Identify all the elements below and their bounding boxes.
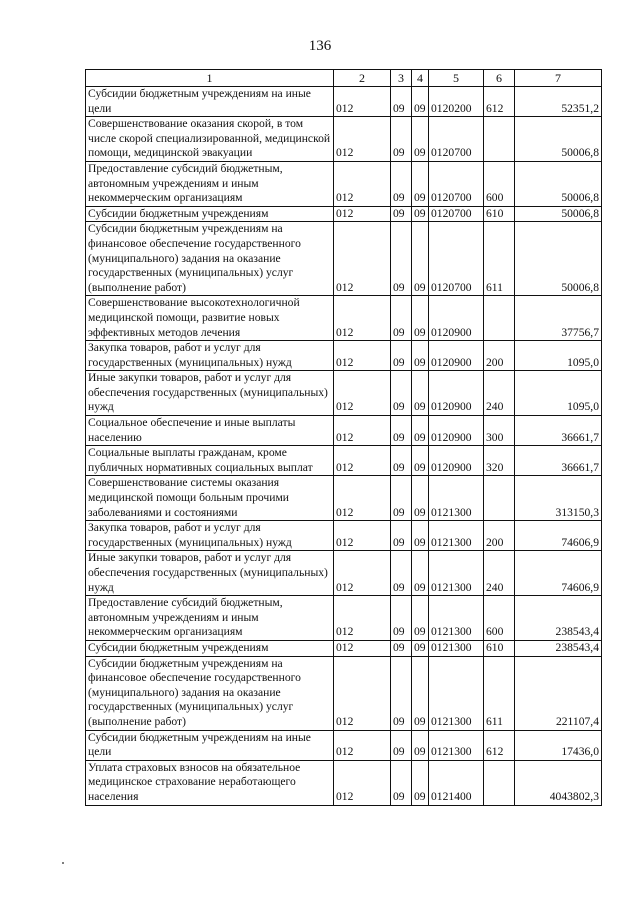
expense-type-cell: 600 (484, 596, 515, 641)
target-item-cell: 0120700 (429, 117, 484, 162)
subsection-code-cell: 09 (412, 640, 429, 656)
expense-type-cell: 610 (484, 206, 515, 222)
row-name-cell: Закупка товаров, работ и услуг для государственных (муниципальных) нужд (86, 341, 334, 371)
table-row (86, 222, 602, 296)
table-row (86, 596, 602, 641)
subsection-code-cell: 09 (412, 87, 429, 117)
table-row (86, 87, 602, 117)
amount-cell: 17436,0 (515, 730, 602, 760)
target-item-cell: 0120700 (429, 206, 484, 222)
budget-table-body (86, 70, 602, 806)
amount-cell: 74606,9 (515, 521, 602, 551)
expense-type-cell: 240 (484, 371, 515, 416)
subsection-code-cell: 09 (412, 416, 429, 446)
page-number: 136 (308, 38, 332, 54)
row-name-cell: Совершенствование высокотехнологичной медицинской помощи, развитие новых эффективных методов лечения (86, 296, 334, 341)
column-header: 1 (86, 70, 334, 87)
subsection-code-cell: 09 (412, 117, 429, 162)
row-name-cell: Предоставление субсидий бюджетным, автономным учреждениям и иным некоммерческим организациям (86, 596, 334, 641)
admin-code-cell: 012 (334, 296, 391, 341)
subsection-code-cell: 09 (412, 161, 429, 206)
subsection-code-cell: 09 (412, 730, 429, 760)
section-code-cell: 09 (391, 760, 412, 805)
target-item-cell: 0121300 (429, 551, 484, 596)
admin-code-cell: 012 (334, 87, 391, 117)
section-code-cell: 09 (391, 371, 412, 416)
admin-code-cell: 012 (334, 476, 391, 521)
target-item-cell: 0120900 (429, 341, 484, 371)
amount-cell: 50006,8 (515, 161, 602, 206)
column-header: 7 (515, 70, 602, 87)
section-code-cell: 09 (391, 206, 412, 222)
table-row (86, 476, 602, 521)
expense-type-cell: 611 (484, 222, 515, 296)
table-header-row (86, 70, 602, 87)
subsection-code-cell: 09 (412, 222, 429, 296)
section-code-cell: 09 (391, 656, 412, 730)
table-row (86, 656, 602, 730)
target-item-cell: 0121300 (429, 730, 484, 760)
admin-code-cell: 012 (334, 117, 391, 162)
amount-cell: 4043802,3 (515, 760, 602, 805)
row-name-cell: Предоставление субсидий бюджетным, автономным учреждениям и иным некоммерческим организациям (86, 161, 334, 206)
expense-type-cell: 610 (484, 640, 515, 656)
amount-cell: 74606,9 (515, 551, 602, 596)
column-header: 4 (412, 70, 429, 87)
target-item-cell: 0120900 (429, 296, 484, 341)
target-item-cell: 0121300 (429, 476, 484, 521)
subsection-code-cell: 09 (412, 551, 429, 596)
row-name-cell: Социальное обеспечение и иные выплаты населению (86, 416, 334, 446)
subsection-code-cell: 09 (412, 476, 429, 521)
target-item-cell: 0120700 (429, 222, 484, 296)
row-name-cell: Уплата страховых взносов на обязательное медицинское страхование неработающего населения (86, 760, 334, 805)
section-code-cell: 09 (391, 446, 412, 476)
budget-table (85, 69, 602, 806)
expense-type-cell: 612 (484, 730, 515, 760)
admin-code-cell: 012 (334, 446, 391, 476)
section-code-cell: 09 (391, 730, 412, 760)
expense-type-cell (484, 296, 515, 341)
row-name-cell: Субсидии бюджетным учреждениям (86, 640, 334, 656)
admin-code-cell: 012 (334, 640, 391, 656)
admin-code-cell: 012 (334, 656, 391, 730)
amount-cell: 36661,7 (515, 446, 602, 476)
admin-code-cell: 012 (334, 730, 391, 760)
target-item-cell: 0121400 (429, 760, 484, 805)
amount-cell: 37756,7 (515, 296, 602, 341)
amount-cell: 238543,4 (515, 596, 602, 641)
admin-code-cell: 012 (334, 521, 391, 551)
subsection-code-cell: 09 (412, 521, 429, 551)
admin-code-cell: 012 (334, 596, 391, 641)
row-name-cell: Иные закупки товаров, работ и услуг для обеспечения государственных (муниципальных) нужд (86, 371, 334, 416)
amount-cell: 50006,8 (515, 117, 602, 162)
subsection-code-cell: 09 (412, 296, 429, 341)
subsection-code-cell: 09 (412, 341, 429, 371)
table-row (86, 521, 602, 551)
table-row (86, 640, 602, 656)
table-row (86, 161, 602, 206)
expense-type-cell (484, 117, 515, 162)
expense-type-cell: 320 (484, 446, 515, 476)
section-code-cell: 09 (391, 117, 412, 162)
section-code-cell: 09 (391, 596, 412, 641)
admin-code-cell: 012 (334, 222, 391, 296)
table-row (86, 730, 602, 760)
row-name-cell: Закупка товаров, работ и услуг для государственных (муниципальных) нужд (86, 521, 334, 551)
column-header: 3 (391, 70, 412, 87)
amount-cell: 221107,4 (515, 656, 602, 730)
expense-type-cell: 611 (484, 656, 515, 730)
section-code-cell: 09 (391, 416, 412, 446)
expense-type-cell: 200 (484, 521, 515, 551)
table-row (86, 371, 602, 416)
table-row (86, 296, 602, 341)
admin-code-cell: 012 (334, 551, 391, 596)
target-item-cell: 0121300 (429, 596, 484, 641)
admin-code-cell: 012 (334, 760, 391, 805)
section-code-cell: 09 (391, 222, 412, 296)
section-code-cell: 09 (391, 521, 412, 551)
table-row (86, 551, 602, 596)
row-name-cell: Субсидии бюджетным учреждениям на финансовое обеспечение государственного (муниципального) задания на оказание государственных (муниципальных) услуг (выполнение работ) (86, 656, 334, 730)
row-name-cell: Субсидии бюджетным учреждениям на иные цели (86, 730, 334, 760)
subsection-code-cell: 09 (412, 596, 429, 641)
section-code-cell: 09 (391, 341, 412, 371)
table-row (86, 341, 602, 371)
amount-cell: 50006,8 (515, 222, 602, 296)
target-item-cell: 0120700 (429, 161, 484, 206)
section-code-cell: 09 (391, 161, 412, 206)
subsection-code-cell: 09 (412, 760, 429, 805)
section-code-cell: 09 (391, 476, 412, 521)
column-header: 6 (484, 70, 515, 87)
scan-speck (62, 862, 64, 864)
amount-cell: 36661,7 (515, 416, 602, 446)
subsection-code-cell: 09 (412, 446, 429, 476)
target-item-cell: 0120900 (429, 371, 484, 416)
expense-type-cell (484, 476, 515, 521)
expense-type-cell: 200 (484, 341, 515, 371)
amount-cell: 50006,8 (515, 206, 602, 222)
admin-code-cell: 012 (334, 161, 391, 206)
subsection-code-cell: 09 (412, 206, 429, 222)
table-row (86, 206, 602, 222)
admin-code-cell: 012 (334, 371, 391, 416)
amount-cell: 1095,0 (515, 341, 602, 371)
column-header: 2 (334, 70, 391, 87)
subsection-code-cell: 09 (412, 371, 429, 416)
target-item-cell: 0121300 (429, 521, 484, 551)
target-item-cell: 0121300 (429, 640, 484, 656)
amount-cell: 313150,3 (515, 476, 602, 521)
admin-code-cell: 012 (334, 206, 391, 222)
row-name-cell: Иные закупки товаров, работ и услуг для обеспечения государственных (муниципальных) нужд (86, 551, 334, 596)
target-item-cell: 0120900 (429, 446, 484, 476)
row-name-cell: Субсидии бюджетным учреждениям (86, 206, 334, 222)
row-name-cell: Социальные выплаты гражданам, кроме публичных нормативных социальных выплат (86, 446, 334, 476)
amount-cell: 52351,2 (515, 87, 602, 117)
expense-type-cell (484, 760, 515, 805)
admin-code-cell: 012 (334, 416, 391, 446)
expense-type-cell: 240 (484, 551, 515, 596)
table-row (86, 760, 602, 805)
row-name-cell: Совершенствование оказания скорой, в том числе скорой специализированной, медицинской помощи, медицинской эвакуации (86, 117, 334, 162)
section-code-cell: 09 (391, 296, 412, 341)
expense-type-cell: 300 (484, 416, 515, 446)
amount-cell: 1095,0 (515, 371, 602, 416)
row-name-cell: Субсидии бюджетным учреждениям на иные цели (86, 87, 334, 117)
section-code-cell: 09 (391, 640, 412, 656)
table-row (86, 416, 602, 446)
subsection-code-cell: 09 (412, 656, 429, 730)
table-row (86, 446, 602, 476)
row-name-cell: Субсидии бюджетным учреждениям на финансовое обеспечение государственного (муниципального) задания на оказание государственных (муниципальных) услуг (выполнение работ) (86, 222, 334, 296)
admin-code-cell: 012 (334, 341, 391, 371)
expense-type-cell: 600 (484, 161, 515, 206)
section-code-cell: 09 (391, 551, 412, 596)
section-code-cell: 09 (391, 87, 412, 117)
target-item-cell: 0120900 (429, 416, 484, 446)
target-item-cell: 0120200 (429, 87, 484, 117)
column-header: 5 (429, 70, 484, 87)
expense-type-cell: 612 (484, 87, 515, 117)
target-item-cell: 0121300 (429, 656, 484, 730)
table-row (86, 117, 602, 162)
amount-cell: 238543,4 (515, 640, 602, 656)
row-name-cell: Совершенствование системы оказания медицинской помощи больным прочими заболеваниями и состояниями (86, 476, 334, 521)
